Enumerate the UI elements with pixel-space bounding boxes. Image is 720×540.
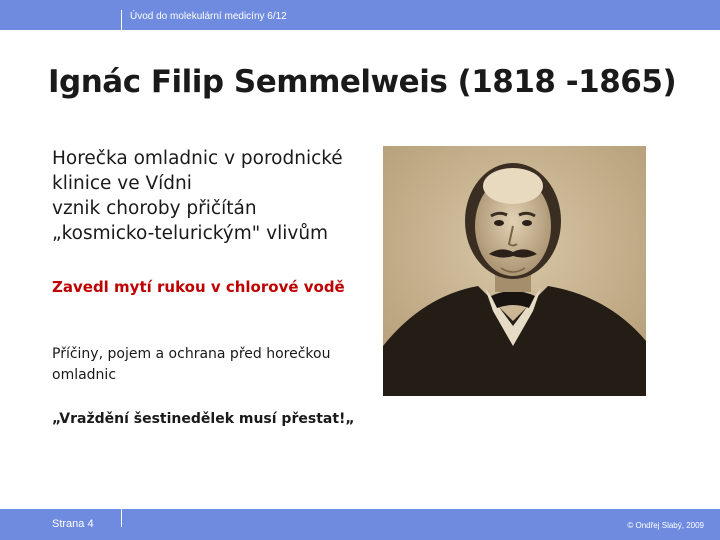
causes-text — [52, 344, 330, 386]
intro-text — [52, 146, 372, 246]
header-bar — [0, 0, 720, 30]
footer-bar — [0, 509, 720, 540]
course-label: Úvod do molekulární medicíny 6/12 — [130, 11, 287, 22]
footer-divider — [121, 509, 122, 527]
page-number: Strana 4 — [52, 518, 94, 530]
intro-line: vznik choroby přičítán — [52, 198, 257, 219]
copyright-text: © Ondřej Slabý, 2009 — [627, 521, 704, 530]
portrait-image — [383, 146, 646, 396]
quote-text: „Vraždění šestinedělek musí přestat!„ — [52, 411, 355, 427]
header-divider — [121, 10, 122, 30]
slide-title: Ignác Filip Semmelweis (1818 -1865) — [48, 64, 677, 100]
highlight-text: Zavedl mytí rukou v chlorové vodě — [52, 278, 345, 296]
intro-line: Horečka omladnic v porodnické — [52, 148, 343, 169]
causes-line: Příčiny, pojem a ochrana před horečkou — [52, 346, 331, 362]
intro-line: klinice ve Vídni — [52, 173, 192, 194]
causes-line: omladnic — [52, 367, 117, 383]
intro-line: „kosmicko-telurickým" vlivům — [52, 223, 329, 244]
